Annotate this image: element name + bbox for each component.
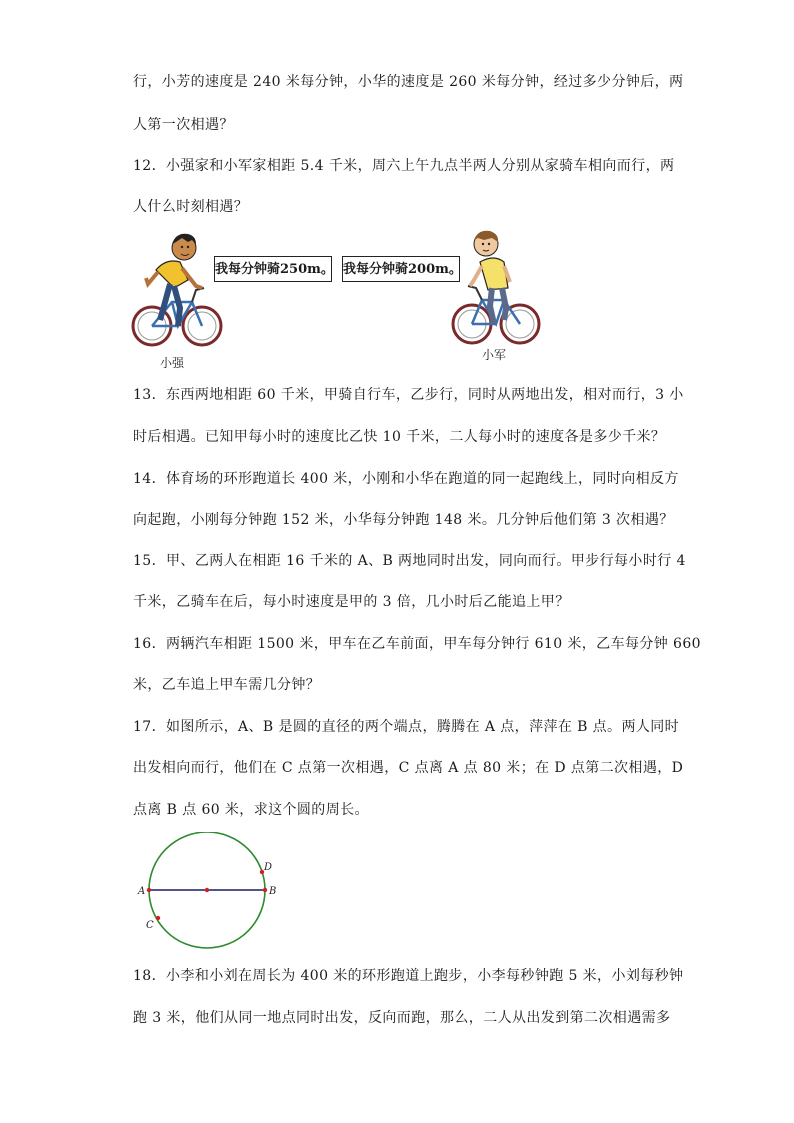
question-12-line-2: 人什么时刻相遇？ — [133, 199, 249, 215]
text-line-1: 行，小芳的速度是 240 米每分钟，小华的速度是 260 米每分钟，经过多少分钟后，两 — [133, 74, 684, 90]
point-c — [156, 916, 160, 920]
question-18-line-2: 跑 3 米，他们从同一地点同时出发，反向而跑，那么，二人从出发到第二次相遇需多 — [133, 1010, 671, 1026]
question-18-line-1: 18．小李和小刘在周长为 400 米的环形跑道上跑步，小李每秒钟跑 5 米，小刘每秒钟 — [133, 968, 684, 984]
cyclist-xiaoqiang-illustration — [130, 228, 225, 353]
caption-xiaojun: 小军 — [482, 348, 507, 362]
label-b: B — [269, 886, 277, 897]
label-c: C — [146, 920, 154, 931]
circle-diagram — [132, 832, 292, 952]
question-17-line-3: 点离 B 点 60 米，求这个圆的周长。 — [133, 802, 369, 818]
label-d: D — [264, 862, 273, 873]
question-17-line-2: 出发相向而行，他们在 C 点第一次相遇，C 点离 A 点 80 米；在 D 点第二次相遇，D — [133, 760, 684, 776]
question-14-line-2: 向起跑，小刚每分钟跑 152 米，小华每分钟跑 148 米。几分钟后他们第 3 次相遇？ — [133, 512, 674, 528]
caption-xiaoqiang: 小强 — [160, 356, 185, 370]
speech-bubble-xiaoqiang: 我每分钟骑250m。 — [214, 256, 332, 282]
question-14-line-1: 14．体育场的环形跑道长 400 米，小刚和小华在跑道的同一起跑线上，同时向相反方 — [133, 471, 679, 487]
text-line-2: 人第一次相遇？ — [133, 117, 234, 133]
point-center — [205, 888, 209, 892]
point-a — [147, 888, 151, 892]
question-12-line-1: 12．小强家和小军家相距 5.4 千米，周六上午九点半两人分别从家骑车相向而行，两 — [133, 158, 675, 174]
question-16-line-2: 米，乙车追上甲车需几分钟？ — [133, 677, 321, 693]
cyclist-xiaojun-illustration — [446, 228, 541, 353]
question-13-line-1: 13．东西两地相距 60 千米，甲骑自行车，乙步行，同时从两地出发，相对而行，3 小 — [133, 387, 684, 403]
question-16-line-1: 16．两辆汽车相距 1500 米，甲车在乙车前面，甲车每分钟行 610 米，乙车每分钟 660 — [133, 636, 701, 652]
cyclists-figure — [128, 228, 548, 373]
question-15-line-1: 15．甲、乙两人在相距 16 千米的 A、B 两地同时出发，同向而行。甲步行每小时行 4 — [133, 553, 686, 569]
question-13-line-2: 时后相遇。已知甲每小时的速度比乙快 10 千米，二人每小时的速度各是多少千米？ — [133, 429, 666, 445]
speech-bubble-xiaojun: 我每分钟骑200m。 — [342, 256, 460, 282]
question-15-line-2: 千米，乙骑车在后，每小时速度是甲的 3 倍，几小时后乙能追上甲？ — [133, 594, 570, 610]
question-17-line-1: 17．如图所示，A、B 是圆的直径的两个端点，腾腾在 A 点，萍萍在 B 点。两人同时 — [133, 719, 680, 735]
point-b — [263, 888, 267, 892]
label-a: A — [138, 886, 146, 897]
